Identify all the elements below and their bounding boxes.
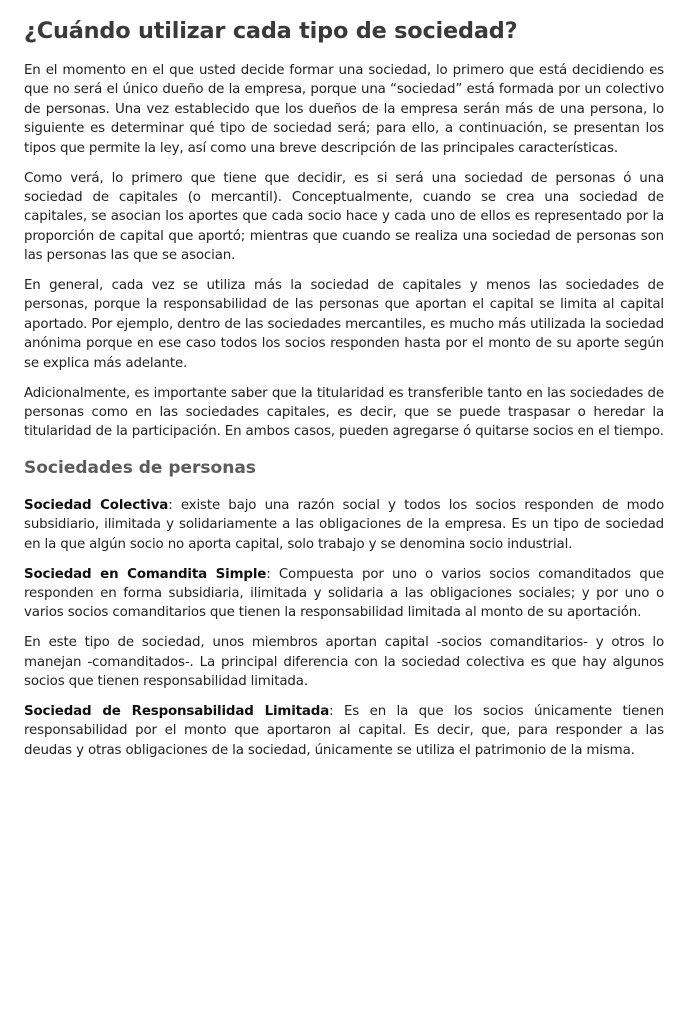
intro-paragraph-4: Adicionalmente, es importante saber que la titularidad es transferible tanto en las sociedades de personas como en las sociedades capitales, es decir, que se puede traspasar o heredar la titularidad de la participación. En ambos casos, pueden agregarse ó quitarse socios en el tiempo. xyxy=(24,385,664,440)
term-sociedad-comandita-simple: Sociedad en Comandita Simple xyxy=(24,566,267,582)
intro-paragraph-2: Como verá, lo primero que tiene que decidir, es si será una sociedad de personas ó una sociedad de capitales (o mercantil). Conceptualmente, cuando se crea una sociedad de capitales, se asocian los aportes que cada socio hace y cada uno de ellos es representado por la proporción de capital que aportó; mientras que cuando se realiza una sociedad de personas son las personas las que se asocian. xyxy=(24,170,664,264)
comandita-note-paragraph: En este tipo de sociedad, unos miembros aportan capital -socios comanditarios- y otros lo manejan -comanditados-. La principal diferencia con la sociedad colectiva es que hay algunos socios que tienen responsabilidad limitada. xyxy=(24,635,664,690)
definition-text: : Compuesta por uno o varios socios comanditados que responden en forma subsidiaria, ilimitada y solidaria a las obligaciones sociales; y por uno o varios socios comanditarios que tienen la responsabilidad limitada al monto de su aportación. xyxy=(24,566,664,621)
definition-sociedad-responsabilidad-limitada xyxy=(24,702,664,760)
term-sociedad-responsabilidad-limitada: Sociedad de Responsabilidad Limitada xyxy=(24,703,330,719)
intro-paragraph-3: En general, cada vez se utiliza más la sociedad de capitales y menos las sociedades de personas, porque la responsabilidad de las personas que aportan el capital se limita al capital aportado. Por ejemplo, dentro de las sociedades mercantiles, es mucho más utilizada la sociedad anónima porque en ese caso todos los socios responden hasta por el monto de su aporte según se explica más adelante. xyxy=(24,278,664,371)
definition-sociedad-colectiva xyxy=(24,496,664,554)
document-page xyxy=(24,0,664,760)
definition-text: : Es en la que los socios únicamente tienen responsabilidad por el monto que aportaron al capital. Es decir, que, para responder a las deudas y otras obligaciones de la sociedad, únicamente se utiliza el patrimonio de la misma. xyxy=(24,703,664,758)
page-title: ¿Cuándo utilizar cada tipo de sociedad? xyxy=(24,18,518,44)
section-heading: Sociedades de personas xyxy=(24,457,256,478)
definition-text: : existe bajo una razón social y todos los socios responden de modo subsidiario, ilimitada y solidariamente a las obligaciones de la empresa. Es un tipo de sociedad en la que algún socio no aporta capital, solo trabajo y se denomina socio industrial. xyxy=(24,497,664,552)
intro-paragraph-1: En el momento en el que usted decide formar una sociedad, lo primero que está decidiendo es que no será el único dueño de la empresa, porque una “sociedad” está formada por un colectivo de personas. Una vez establecido que los dueños de la empresa serán más de una persona, lo siguiente es determinar qué tipo de sociedad será; para ello, a continuación, se presentan los tipos que permite la ley, así como una breve descripción de las principales características. xyxy=(24,63,664,156)
definition-sociedad-comandita-simple xyxy=(24,565,664,623)
term-sociedad-colectiva: Sociedad Colectiva xyxy=(24,497,169,513)
